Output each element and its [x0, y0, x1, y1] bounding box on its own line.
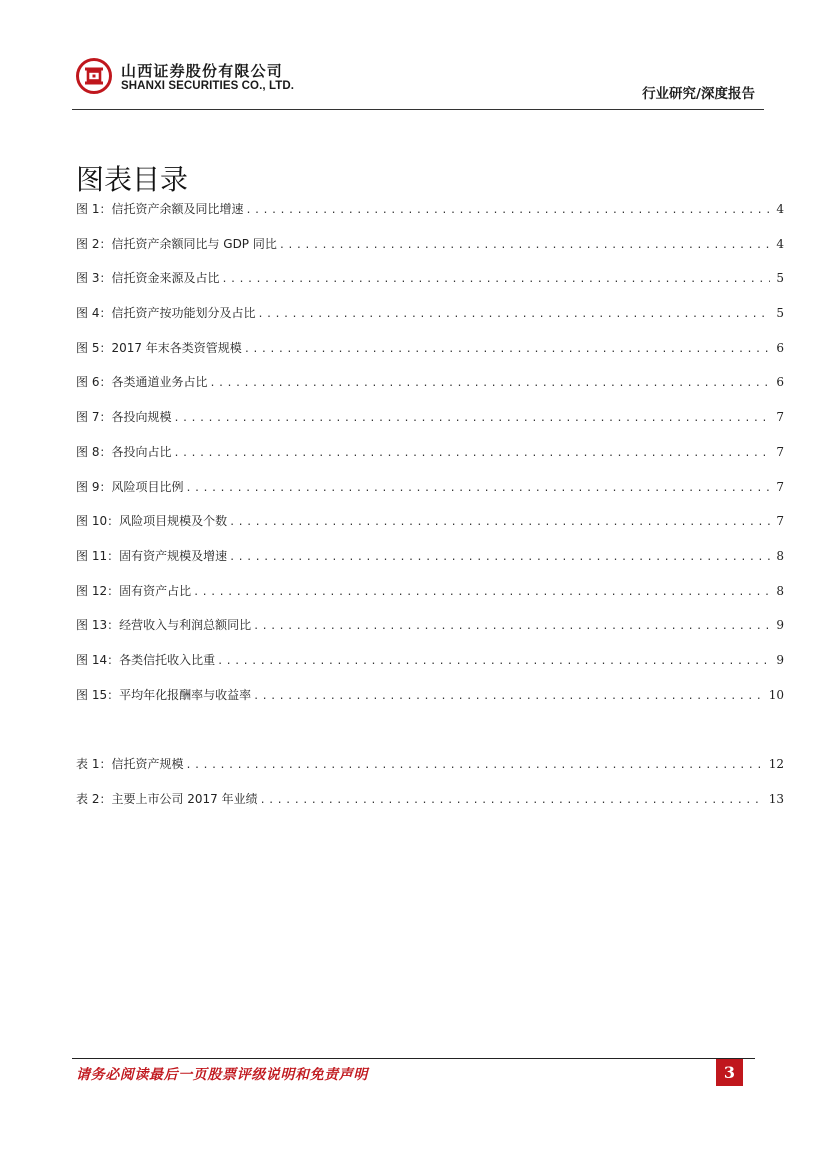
dot-leader [229, 517, 770, 528]
dot-leader [253, 621, 770, 632]
toc-entry-page: 9 [776, 652, 784, 667]
toc-entry-label: 图 2：信托资产余额同比与 GDP 同比 [76, 236, 277, 251]
dot-leader [260, 795, 763, 806]
disclaimer-text: 请务必阅读最后一页股票评级说明和免责声明 [76, 1067, 368, 1083]
toc-entry-page: 8 [776, 583, 784, 598]
dot-leader [279, 240, 770, 251]
dot-leader [221, 274, 770, 285]
dot-leader [253, 691, 763, 702]
toc-entry[interactable] [76, 339, 784, 374]
toc-entry-label: 图 9：风险项目比例 [76, 479, 184, 494]
toc-entry[interactable] [76, 512, 784, 547]
toc-entry[interactable] [76, 304, 784, 339]
toc-entry[interactable] [76, 651, 784, 686]
toc-entry-page: 5 [776, 271, 784, 286]
dot-leader [229, 552, 770, 563]
toc-entry[interactable] [76, 582, 784, 617]
dot-leader [257, 309, 770, 320]
toc-entry[interactable] [76, 547, 784, 582]
toc-entry-label: 图 14：各类信托收入比重 [76, 652, 216, 667]
toc-entry-page: 4 [776, 202, 784, 216]
company-logo [76, 58, 112, 94]
toc-entry-label: 图 12：固有资产占比 [76, 583, 192, 598]
toc-entry-label: 图 1：信托资产余额及同比增速 [76, 202, 244, 216]
toc-entry-label: 表 2：主要上市公司 2017 年业绩 [76, 791, 258, 806]
toc-entry-page: 7 [776, 514, 784, 529]
toc-entry[interactable] [76, 686, 784, 721]
toc-entry[interactable] [76, 235, 784, 270]
toc-entry-label: 图 7：各投向规模 [76, 410, 172, 425]
toc-entry-page: 12 [768, 757, 784, 771]
table-list [76, 755, 784, 824]
dot-leader [173, 413, 770, 424]
toc-entry-page: 13 [768, 791, 784, 806]
toc-entry[interactable] [76, 200, 784, 235]
header-divider [72, 109, 764, 110]
report-type-label: 行业研究/深度报告 [642, 86, 755, 102]
company-name-cn: 山西证券股份有限公司 [121, 62, 284, 80]
page-number: 3 [723, 1063, 736, 1082]
toc-entry[interactable] [76, 616, 784, 651]
dot-leader [209, 378, 770, 389]
toc-heading: 图表目录 [76, 163, 189, 196]
page-number-badge [716, 1059, 743, 1086]
toc-entry-page: 9 [776, 618, 784, 633]
dot-leader [193, 587, 770, 598]
company-name-en: SHANXI SECURITIES CO., LTD. [121, 80, 295, 92]
dot-leader [217, 656, 770, 667]
dot-leader [245, 205, 770, 216]
toc-entry-page: 5 [776, 306, 784, 321]
toc-entry[interactable] [76, 755, 784, 790]
toc-entry-label: 图 11：固有资产规模及增速 [76, 548, 228, 563]
toc-entry-page: 6 [776, 340, 784, 355]
toc-entry-page: 8 [776, 548, 784, 563]
toc-entry-page: 10 [768, 687, 784, 702]
toc-entry-page: 4 [776, 236, 784, 251]
toc-entry[interactable] [76, 269, 784, 304]
dot-leader [185, 760, 762, 771]
toc-entry-page: 7 [776, 479, 784, 494]
toc-entry-label: 图 8：各投向占比 [76, 444, 172, 459]
toc-entry-label: 图 6：各类通道业务占比 [76, 375, 208, 390]
dot-leader [185, 483, 770, 494]
toc-entry-page: 7 [776, 444, 784, 459]
toc-entry-label: 图 4：信托资产按功能划分及占比 [76, 306, 256, 321]
toc-entry[interactable] [76, 790, 784, 825]
toc-entry-label: 表 1：信托资产规模 [76, 757, 184, 771]
toc-entry[interactable] [76, 478, 784, 513]
toc-entry-label: 图 15：平均年化报酬率与收益率 [76, 687, 252, 702]
toc-entry[interactable] [76, 373, 784, 408]
dot-leader [244, 344, 770, 355]
toc-entry-page: 6 [776, 375, 784, 390]
toc-entry[interactable] [76, 408, 784, 443]
figure-list [76, 200, 784, 720]
toc-entry-label: 图 5：2017 年末各类资管规模 [76, 340, 242, 355]
dot-leader [173, 448, 770, 459]
toc-entry-page: 7 [776, 410, 784, 425]
toc-entry[interactable] [76, 443, 784, 478]
footer-divider [72, 1058, 755, 1059]
toc-entry-label: 图 3：信托资金来源及占比 [76, 271, 220, 286]
toc-entry-label: 图 10：风险项目规模及个数 [76, 514, 228, 529]
toc-entry-label: 图 13：经营收入与利润总额同比 [76, 618, 252, 633]
